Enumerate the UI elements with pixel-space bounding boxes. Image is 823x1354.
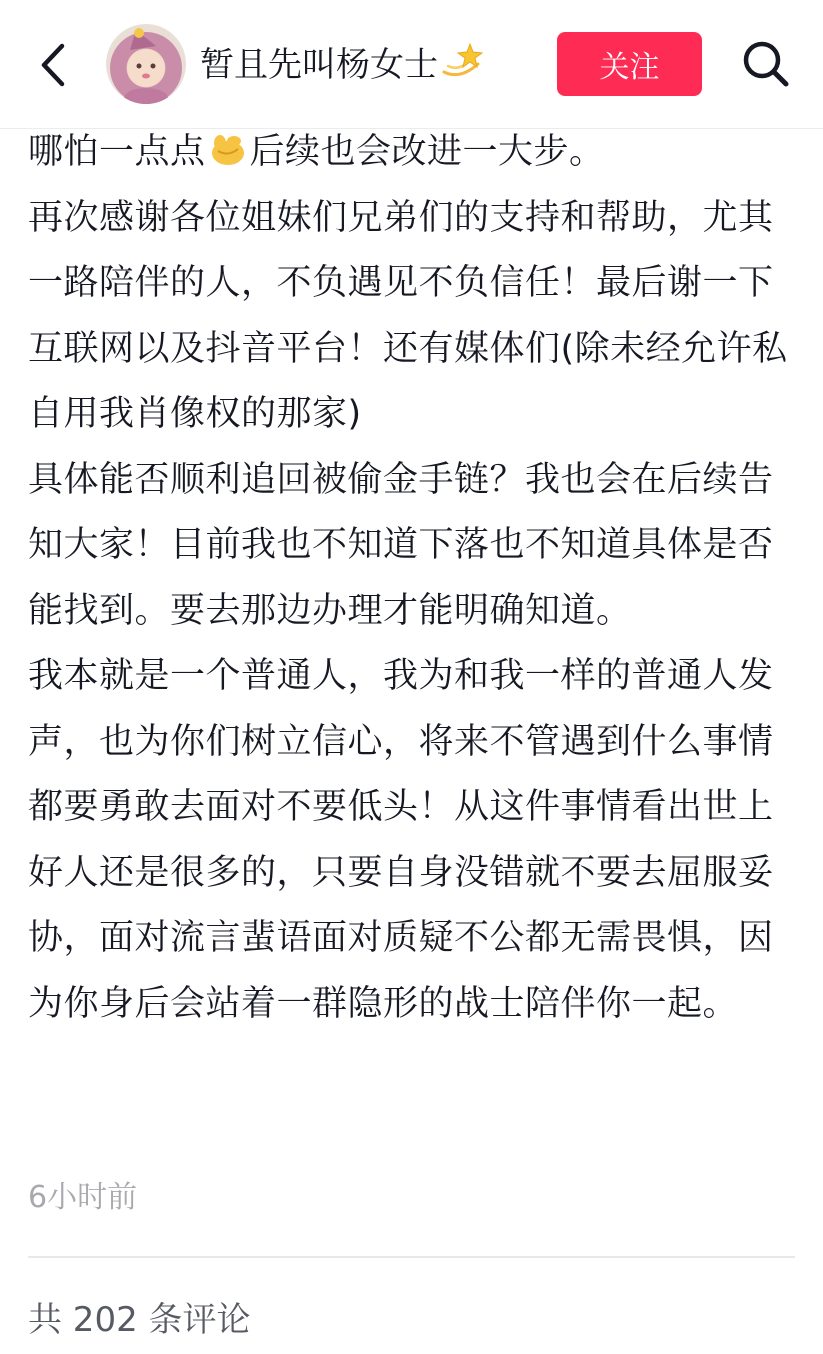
avatar[interactable] [106,24,186,104]
search-icon[interactable] [740,38,792,90]
follow-button[interactable]: 关注 [557,32,702,96]
post-paragraph: 具体能否顺利追回被偷金手链？我也会在后续告知大家！目前我也不知道下落也不知道具体是否能找到。要去那边办理才能明确知道。 [28,459,774,631]
author-name[interactable] [200,42,484,87]
post-text: 哪怕一点点 [28,132,206,172]
post-content [28,120,803,1037]
post-paragraph [28,120,803,186]
back-icon[interactable] [34,40,74,90]
dizzy-star-emoji-icon [440,42,484,82]
comment-count: 共 202 条评论 [28,1300,251,1340]
divider [28,1256,795,1258]
post-paragraph: 再次感谢各位姐妹们兄弟们的支持和帮助，尤其一路陪伴的人，不负遇见不负信任！最后谢一下互联网以及抖音平台！还有媒体们(除未经允许私自用我肖像权的那家) [28,197,788,434]
top-bar [0,0,823,129]
post-paragraph: 我本就是一个普通人，我为和我一样的普通人发声，也为你们树立信心，将来不管遇到什么事情都要勇敢去面对不要低头！从这件事情看出世上好人还是很多的，只要自身没错就不要去屈服妥协，面对流言蜚语面对质疑不公都无需畏惧，因为你身后会站着一群隐形的战士陪伴你一起。 [28,656,774,1024]
author-name-text: 暂且先叫杨女士 [200,45,438,85]
post-timestamp: 6小时前 [28,1180,138,1215]
post-text: 后续也会改进一大步。 [249,132,605,172]
pinching-hand-emoji-icon [206,131,250,169]
